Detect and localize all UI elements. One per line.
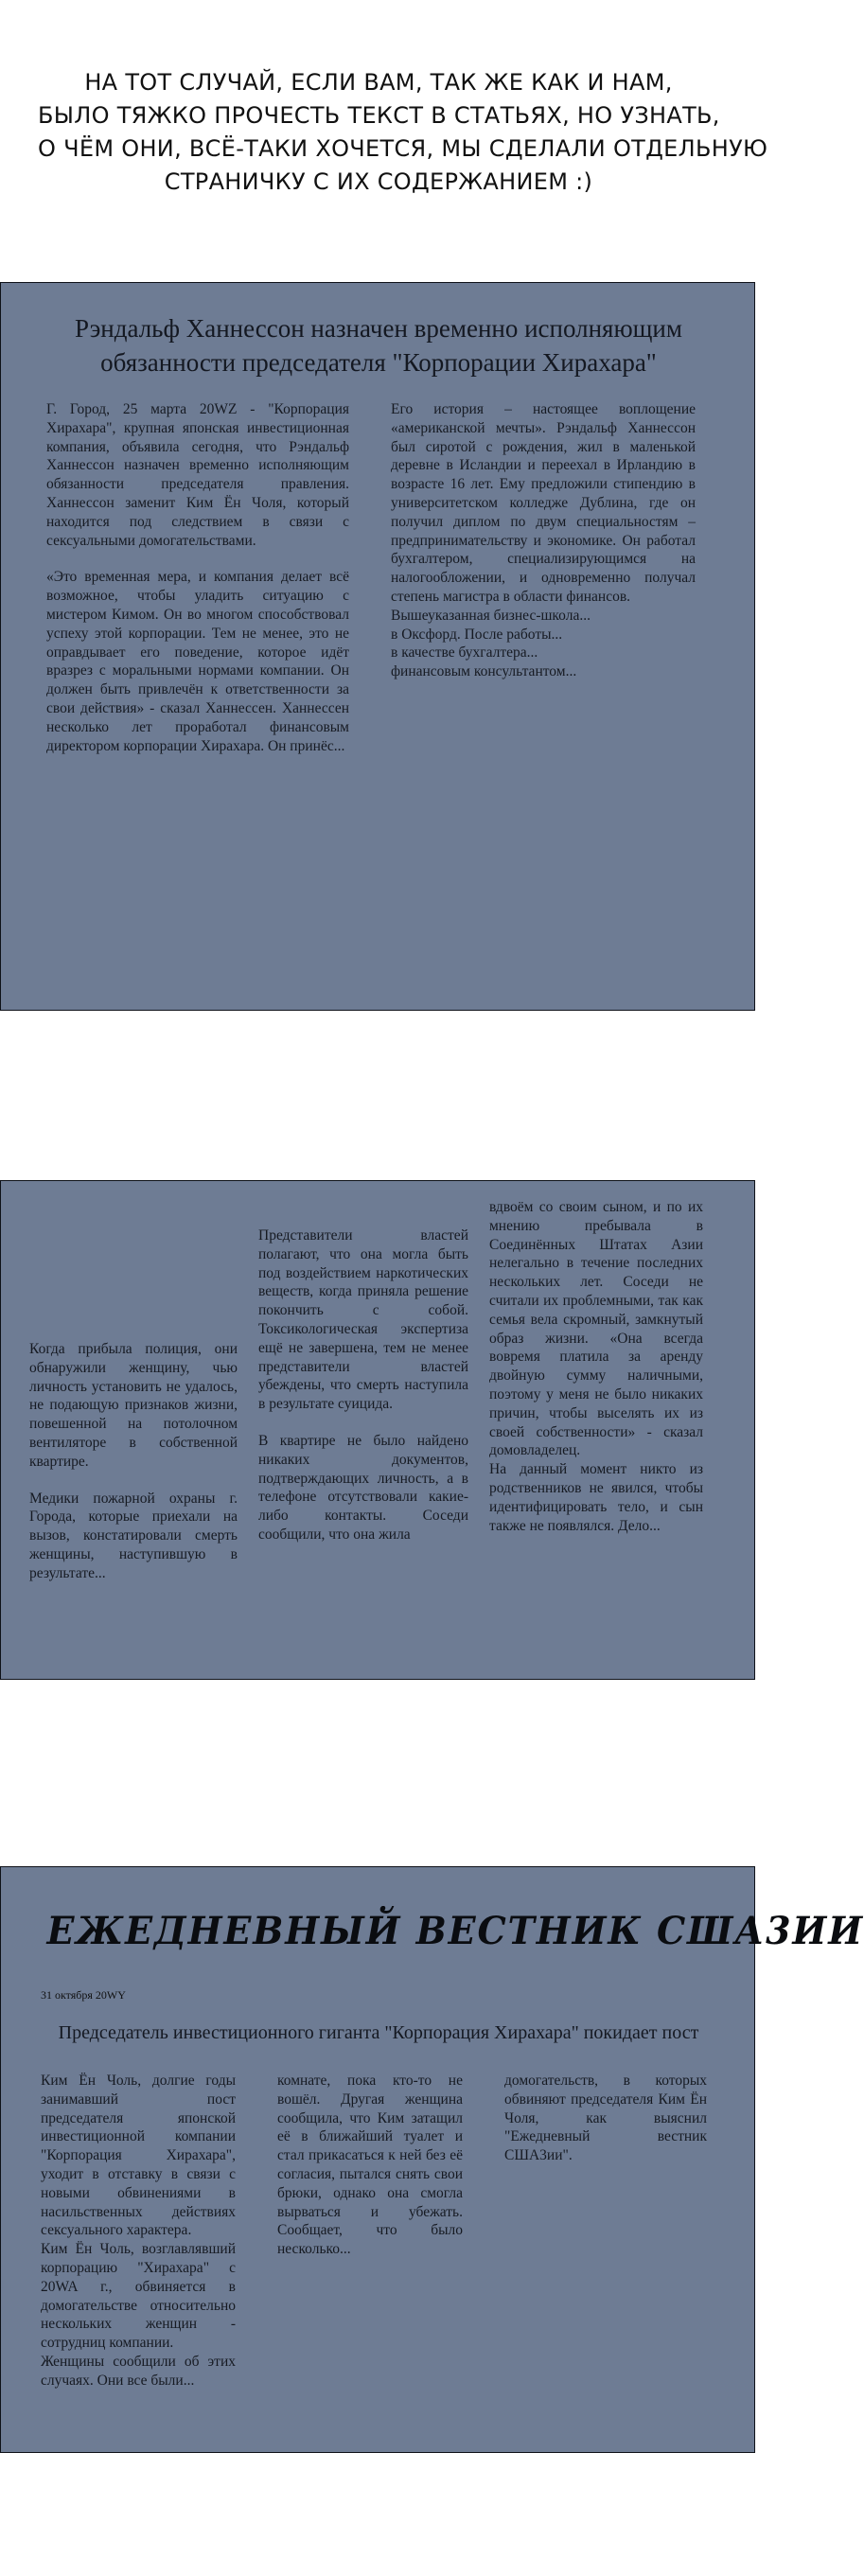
article-3-headline: Председатель инвестиционного гиганта "Корпорация Хирахара" покидает пост [58, 2022, 699, 2043]
article-1-column-2 [391, 400, 696, 681]
article-2-column-2 [258, 1226, 468, 1562]
paragraph: комнате, пока кто-то не вошёл. Другая женщина сообщила, что Ким затащил её в ближайший туалет и стал прикасаться к ней без её согласия, пытался снять свои брюки, однако она смогла вырваться и убежать. Сообщает, что было несколько... [277, 2073, 463, 2258]
article-2-column-3 [489, 1198, 703, 1553]
paragraph: В квартире не было найдено никаких документов, подтверждающих личность, а в телефоне отсутствовали какие-либо контакты. Соседи сообщили, что она жила [258, 1432, 468, 1543]
article-1-headline [39, 311, 718, 379]
intro-line: О ЧЁМ ОНИ, ВСЁ-ТАКИ ХОЧЕТСЯ, МЫ СДЕЛАЛИ ОТДЕЛЬНУЮ [38, 135, 768, 162]
intro-line: БЫЛО ТЯЖКО ПРОЧЕСТЬ ТЕКСТ В СТАТЬЯХ, НО УЗНАТЬ, [38, 102, 720, 129]
paragraph: Когда прибыла полиция, они обнаружили женщину, чью личность установить не удалось, не подающую признаков жизни, повешенной на потолочном вентиляторе в собственной квартире. [29, 1341, 238, 1470]
paragraph: «Это временная мера, и компания делает всё возможное, чтобы уладить ситуацию с мистером Кимом. Он во многом способствовал успеху этой корпорации. Тем не менее, это не оправдывает его поведение, которое идёт вразрез с моральными нормами компании. Он должен быть привлечён к ответственности за свои действия» - сказал Ханнессен. Ханнессен несколько лет проработал финансовым директором корпорации Хирахара. Он принёс... [46, 569, 349, 754]
paragraph: Ким Ён Чоль, долгие годы занимавший пост председателя японской инвестиционной компании "Корпорация Хирахара", уходит в отставку в связи с новыми обвинениями в насильственных действиях сексуального характера. [41, 2073, 236, 2239]
text-fragment: в Оксфорд. После работы... [391, 626, 563, 643]
intro-line: НА ТОТ СЛУЧАЙ, ЕСЛИ ВАМ, ТАК ЖЕ КАК И НАМ, [84, 69, 673, 96]
paragraph: Ким Ён Чоль, возглавлявший корпорацию "Хирахара" с 20WA г., обвиняется в домогательстве относительно нескольких женщин - сотрудниц компании. [41, 2241, 236, 2352]
article-panel-1 [0, 282, 755, 1011]
issue-date: 31 октября 20WY [41, 1988, 126, 2002]
headline-line: Рэндальф Ханнессон назначен временно исполняющим [75, 314, 682, 343]
paragraph: Представители властей полагают, что она могла быть под воздействием наркотических веществ, когда приняла решение покончить с собой. Токсикологическая экспертиза ещё не завершена, тем не менее представители властей убеждены, что смерть наступила в результате суицида. [258, 1227, 468, 1413]
intro-line: СТРАНИЧКУ С ИХ СОДЕРЖАНИЕМ :) [164, 168, 593, 195]
paragraph: Его история – настоящее воплощение «американской мечты». Рэндальф Ханнессон был сиротой с рождения, жил в маленькой деревне в Исландии и переехал в Ирландию в возрасте 16 лет. Ему предложили стипендию в университетском колледже Дублина, где он получил диплом по двум специальностям – предпринимательству и экономике. Он работал бухгалтером, специализирующимся на налогообложении, и одновременно получал степень магистра в области финансов. [391, 401, 696, 605]
paragraph: вдвоём со своим сыном, и по их мнению пребывала в Соединённых Штатах Азии нелегально в течение последних нескольких лет. Соседи не считали их проблемными, так как семья вела скромный, замкнутый образ жизни. «Она всегда вовремя платила за аренду двойную сумму наличными, поэтому у меня не было никаких причин, чтобы выселять их из своей собственности» - сказал домовладелец. [489, 1199, 703, 1459]
intro-text [38, 66, 768, 199]
article-panel-2 [0, 1180, 755, 1680]
newspaper-masthead: ЕЖЕДНЕВНЫЙ ВЕСТНИК США3ИИ [46, 1909, 864, 1953]
paragraph: Медики пожарной охраны г. Города, которые приехали на вызов, констатировали смерть женщины, наступившую в результате... [29, 1490, 238, 1581]
article-panel-3 [0, 1866, 864, 2453]
article-1-column-1 [46, 400, 349, 773]
article-3-column-3 [504, 2072, 707, 2183]
article-3-column-1 [41, 2072, 236, 2408]
text-fragment: в качестве бухгалтера... [391, 644, 538, 662]
article-2-column-1 [29, 1340, 238, 1601]
text-fragment: Вышеуказанная бизнес-школа... [391, 607, 591, 624]
text-fragment: финансовым консультантом... [391, 663, 577, 680]
headline-line: обязанности председателя "Корпорации Хирахара" [100, 348, 657, 377]
article-3-column-2 [277, 2072, 463, 2277]
paragraph: домогательств, в которых обвиняют председателя Ким Ён Чоля, как выяснил "Ежедневный вестник США3ии". [504, 2073, 707, 2164]
paragraph: Г. Город, 25 марта 20WZ - "Корпорация Хирахара", крупная японская инвестиционная компания, объявила сегодня, что Рэндальф Ханнессон назначен временно исполняющим обязанности председателя правления. Ханнессон заменит Ким Ён Чоля, который находится под следствием в связи с сексуальными домогательствами. [46, 401, 349, 549]
paragraph: Женщины сообщили об этих случаях. Они все были... [41, 2353, 236, 2389]
paragraph: На данный момент никто из родственников не явился, чтобы идентифицировать тело, и сын также не появлялся. Дело... [489, 1461, 703, 1534]
